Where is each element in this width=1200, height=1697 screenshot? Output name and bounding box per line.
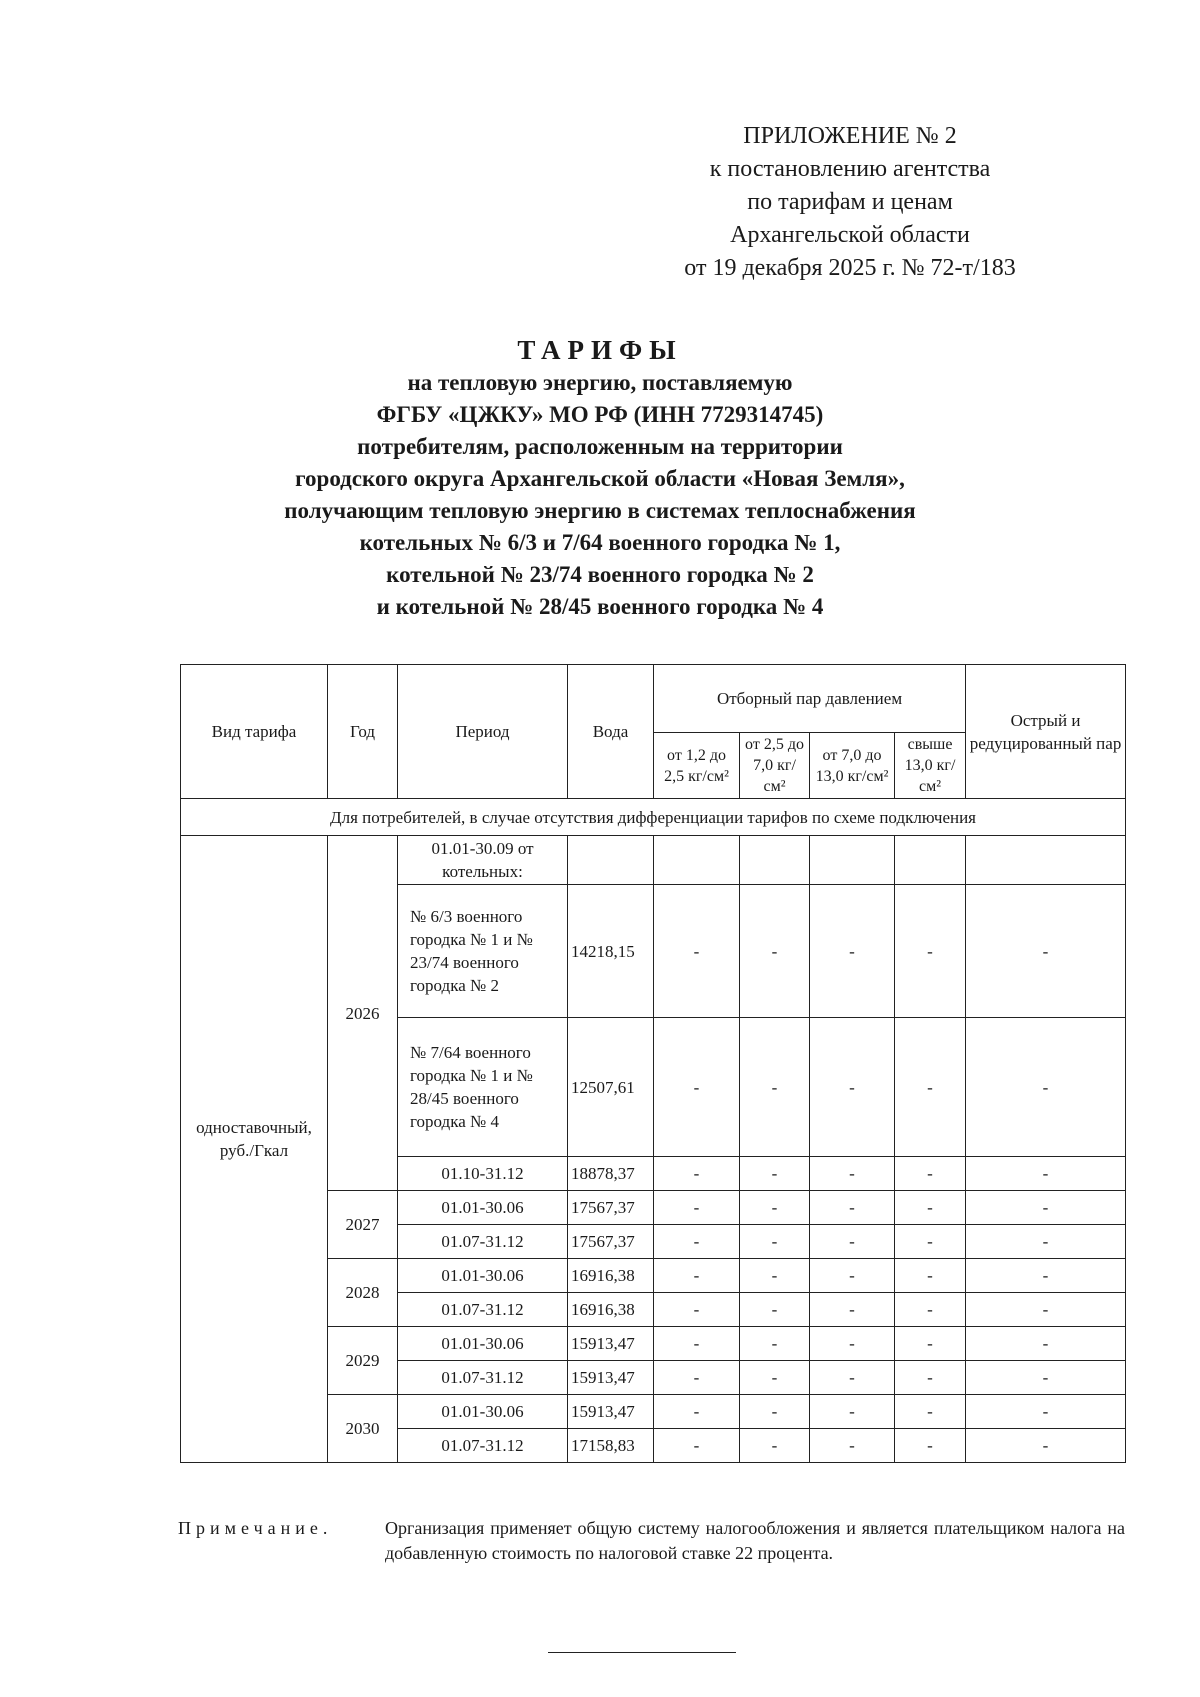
appendix-line: к постановлению агентства	[709, 156, 991, 182]
year-cell: 2027	[328, 1191, 398, 1259]
sharp-steam-cell: -	[966, 1429, 1126, 1463]
steam-1-cell: -	[654, 1018, 740, 1157]
period-cell: 01.07-31.12	[398, 1361, 568, 1395]
steam-1-cell: -	[654, 1361, 740, 1395]
steam-4-cell: -	[895, 1429, 966, 1463]
water-cell	[568, 836, 654, 885]
steam-3-cell: -	[810, 1327, 895, 1361]
steam-3-cell: -	[810, 1429, 895, 1463]
year-cell: 2026	[328, 836, 398, 1191]
steam-3-cell: -	[810, 1259, 895, 1293]
note-label: Примечание.	[178, 1518, 333, 1538]
steam-4-cell: -	[895, 1225, 966, 1259]
document-title	[170, 333, 1030, 623]
title-line: городского округа Архангельской области «Новая Земля»,	[295, 466, 905, 491]
header-year: Год	[328, 665, 398, 799]
header-sharp-steam: Острый и редуцированный пар	[966, 665, 1126, 799]
period-cell: 01.07-31.12	[398, 1225, 568, 1259]
title-line: потребителям, расположенным на территории	[357, 434, 843, 459]
section-row	[181, 799, 1126, 836]
steam-2-cell: -	[740, 1327, 810, 1361]
steam-2-cell: -	[740, 1259, 810, 1293]
steam-3-cell: -	[810, 885, 895, 1018]
steam-2-cell: -	[740, 1429, 810, 1463]
steam-3-cell: -	[810, 1018, 895, 1157]
note-text: Организация применяет общую систему налогообложения и является плательщиком налога на добавленную стоимость по налоговой ставке 22 процента.	[385, 1518, 1125, 1563]
steam-2-cell: -	[740, 1293, 810, 1327]
steam-4-cell: -	[895, 1293, 966, 1327]
tariff-kind: одноставочный, руб./Гкал	[181, 836, 328, 1463]
appendix-line: Архангельской области	[730, 222, 970, 248]
steam-1-cell: -	[654, 1157, 740, 1191]
steam-1-cell: -	[654, 1429, 740, 1463]
year-cell: 2030	[328, 1395, 398, 1463]
table-header-row	[181, 665, 1126, 733]
appendix-line: по тарифам и ценам	[747, 189, 953, 215]
title-line: котельной № 23/74 военного городка № 2	[386, 562, 814, 587]
steam-2-cell: -	[740, 1395, 810, 1429]
sharp-steam-cell: -	[966, 1157, 1126, 1191]
year-cell: 2029	[328, 1327, 398, 1395]
period-cell: 01.07-31.12	[398, 1429, 568, 1463]
header-steam-group: Отборный пар давлением	[654, 665, 966, 733]
water-cell: 17567,37	[568, 1191, 654, 1225]
title-line: котельных № 6/3 и 7/64 военного городка № 1,	[359, 530, 841, 555]
period-cell: № 6/3 военного городка № 1 и № 23/74 военного городка № 2	[398, 885, 568, 1018]
steam-1-cell: -	[654, 885, 740, 1018]
tariffs-table	[180, 664, 1126, 1463]
steam-2-cell: -	[740, 1225, 810, 1259]
period-cell: № 7/64 военного городка № 1 и № 28/45 военного городка № 4	[398, 1018, 568, 1157]
header-steam-3: от 7,0 до 13,0 кг/см²	[810, 733, 895, 799]
steam-1-cell: -	[654, 1395, 740, 1429]
header-kind: Вид тарифа	[181, 665, 328, 799]
steam-3-cell: -	[810, 1191, 895, 1225]
title-line: получающим тепловую энергию в системах теплоснабжения	[284, 498, 916, 523]
water-cell: 15913,47	[568, 1361, 654, 1395]
steam-3-cell	[810, 836, 895, 885]
steam-2-cell: -	[740, 1157, 810, 1191]
period-cell: 01.01-30.06	[398, 1395, 568, 1429]
table-row	[181, 836, 1126, 885]
steam-4-cell: -	[895, 885, 966, 1018]
sharp-steam-cell: -	[966, 1225, 1126, 1259]
steam-4-cell: -	[895, 1327, 966, 1361]
water-cell: 14218,15	[568, 885, 654, 1018]
steam-3-cell: -	[810, 1157, 895, 1191]
steam-4-cell	[895, 836, 966, 885]
steam-1-cell: -	[654, 1259, 740, 1293]
period-cell: 01.10-31.12	[398, 1157, 568, 1191]
steam-1-cell: -	[654, 1293, 740, 1327]
header-steam-2: от 2,5 до 7,0 кг/см²	[740, 733, 810, 799]
section-label: Для потребителей, в случае отсутствия дифференциации тарифов по схеме подключения	[181, 799, 1126, 836]
steam-4-cell: -	[895, 1018, 966, 1157]
steam-1-cell: -	[654, 1327, 740, 1361]
appendix-header	[640, 120, 1060, 285]
sharp-steam-cell: -	[966, 1191, 1126, 1225]
steam-1-cell: -	[654, 1191, 740, 1225]
steam-2-cell: -	[740, 1191, 810, 1225]
steam-3-cell: -	[810, 1361, 895, 1395]
water-cell: 17158,83	[568, 1429, 654, 1463]
steam-3-cell: -	[810, 1225, 895, 1259]
steam-3-cell: -	[810, 1395, 895, 1429]
water-cell: 17567,37	[568, 1225, 654, 1259]
steam-1-cell: -	[654, 1225, 740, 1259]
appendix-number: ПРИЛОЖЕНИЕ № 2	[743, 123, 957, 149]
sharp-steam-cell: -	[966, 1259, 1126, 1293]
steam-2-cell	[740, 836, 810, 885]
sharp-steam-cell: -	[966, 1361, 1126, 1395]
closing-rule	[548, 1652, 736, 1653]
sharp-steam-cell: -	[966, 885, 1126, 1018]
steam-2-cell: -	[740, 1018, 810, 1157]
sharp-steam-cell: -	[966, 1327, 1126, 1361]
water-cell: 16916,38	[568, 1259, 654, 1293]
sharp-steam-cell: -	[966, 1395, 1126, 1429]
period-cell: 01.01-30.06	[398, 1327, 568, 1361]
title-main: ТАРИФЫ	[517, 335, 683, 365]
sharp-steam-cell	[966, 836, 1126, 885]
title-line: и котельной № 28/45 военного городка № 4	[376, 594, 824, 619]
steam-4-cell: -	[895, 1191, 966, 1225]
steam-2-cell: -	[740, 1361, 810, 1395]
steam-4-cell: -	[895, 1157, 966, 1191]
sharp-steam-cell: -	[966, 1018, 1126, 1157]
water-cell: 15913,47	[568, 1327, 654, 1361]
header-steam-4: свыше 13,0 кг/см²	[895, 733, 966, 799]
water-cell: 16916,38	[568, 1293, 654, 1327]
steam-2-cell: -	[740, 885, 810, 1018]
sharp-steam-cell: -	[966, 1293, 1126, 1327]
water-cell: 12507,61	[568, 1018, 654, 1157]
header-period: Период	[398, 665, 568, 799]
period-cell: 01.01-30.06	[398, 1259, 568, 1293]
period-cell: 01.07-31.12	[398, 1293, 568, 1327]
appendix-date: от 19 декабря 2025 г. № 72-т/183	[684, 255, 1016, 281]
year-cell: 2028	[328, 1259, 398, 1327]
water-cell: 15913,47	[568, 1395, 654, 1429]
steam-1-cell	[654, 836, 740, 885]
steam-4-cell: -	[895, 1395, 966, 1429]
period-cell: 01.01-30.06	[398, 1191, 568, 1225]
steam-4-cell: -	[895, 1361, 966, 1395]
header-steam-1: от 1,2 до 2,5 кг/см²	[654, 733, 740, 799]
title-line: на тепловую энергию, поставляемую	[407, 370, 793, 395]
water-cell: 18878,37	[568, 1157, 654, 1191]
period-cell: 01.01-30.09 от котельных:	[398, 836, 568, 885]
header-water: Вода	[568, 665, 654, 799]
steam-4-cell: -	[895, 1259, 966, 1293]
title-line: ФГБУ «ЦЖКУ» МО РФ (ИНН 7729314745)	[376, 402, 824, 427]
steam-3-cell: -	[810, 1293, 895, 1327]
